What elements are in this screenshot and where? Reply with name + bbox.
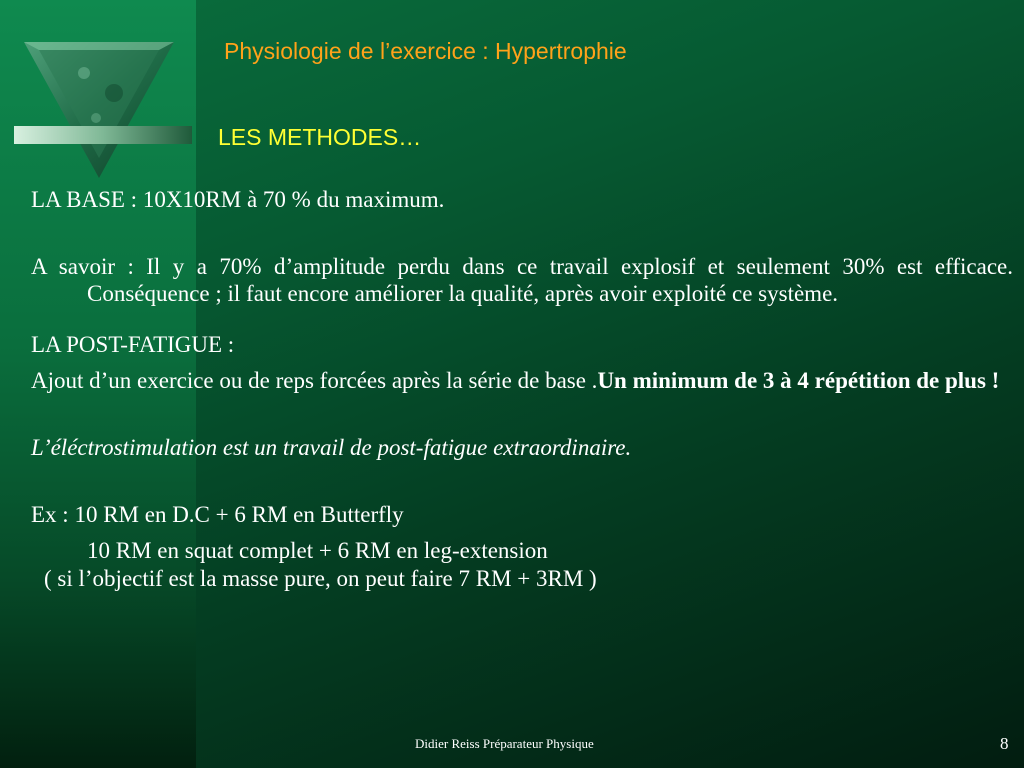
savoir-paragraph: A savoir : Il y a 70% d’amplitude perdu dans ce travail explosif et seulement 30% est efficace. Conséquence ; il faut encore améliorer la qualité, après avoir exploité ce système. [31,254,1013,306]
electro-line: L’éléctrostimulation est un travail de post-fatigue extraordinaire. [31,435,632,460]
page-number: 8 [1000,734,1009,753]
example-line-2: 10 RM en squat complet + 6 RM en leg-extension [87,538,548,563]
example-line-1: Ex : 10 RM en D.C + 6 RM en Butterfly [31,502,404,527]
ajout-emphasis: Un minimum de 3 à 4 répétition de plus ! [597,368,1000,393]
base-line: LA BASE : 10X10RM à 70 % du maximum. [31,187,445,212]
ajout-text: Ajout d’un exercice ou de reps forcées après la série de base . [31,368,598,393]
footer-author: Didier Reiss Préparateur Physique [415,736,594,751]
section-subtitle: LES METHODES… [218,124,422,150]
example-note: ( si l’objectif est la masse pure, on peut faire 7 RM + 3RM ) [44,566,597,591]
slide-title: Physiologie de l’exercice : Hypertrophie [224,38,627,64]
postfatigue-heading: LA POST-FATIGUE : [31,332,235,357]
slide-body [31,186,1013,592]
triangle-logo-icon [14,38,192,183]
ajout-paragraph [31,367,1013,394]
